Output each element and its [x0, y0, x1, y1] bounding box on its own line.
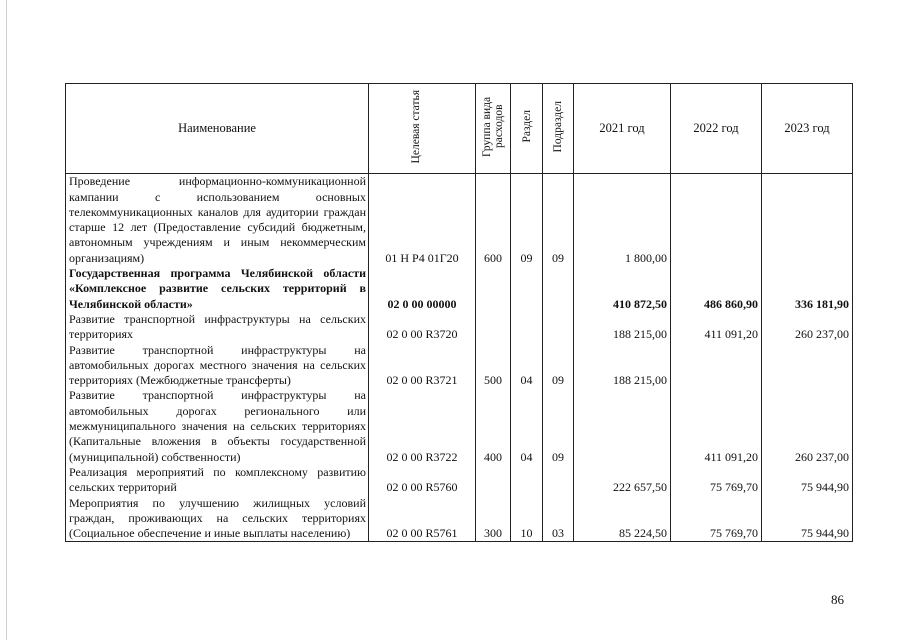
row-2021: 188 215,00 — [574, 312, 671, 343]
row-2022 — [671, 343, 762, 389]
row-2023: 75 944,90 — [762, 465, 853, 496]
row-target: 02 0 00 R3721 — [369, 343, 476, 389]
table-row — [66, 496, 853, 542]
row-2022: 411 091,20 — [671, 312, 762, 343]
header-row — [66, 84, 853, 174]
row-subsection: 09 — [543, 174, 574, 266]
row-2021: 85 224,50 — [574, 496, 671, 542]
table-row — [66, 388, 853, 464]
header-target: Целевая статья — [369, 84, 476, 174]
table-row — [66, 174, 853, 266]
row-section: 09 — [511, 174, 543, 266]
budget-table — [65, 83, 853, 542]
header-2023: 2023 год — [762, 84, 853, 174]
row-target: 02 0 00 R3722 — [369, 388, 476, 464]
row-2022 — [671, 174, 762, 266]
row-group: 600 — [476, 174, 511, 266]
row-subsection: 09 — [543, 343, 574, 389]
row-2022: 75 769,70 — [671, 465, 762, 496]
row-2021: 1 800,00 — [574, 174, 671, 266]
header-group: Группа вида расходов — [476, 84, 511, 174]
row-target: 02 0 00 R5760 — [369, 465, 476, 496]
row-2023 — [762, 174, 853, 266]
row-name: Государственная программа Челябинской области «Комплексное развитие сельских территорий в Челябинской области» — [66, 266, 369, 312]
row-section — [511, 312, 543, 343]
row-2023: 336 181,90 — [762, 266, 853, 312]
row-2023 — [762, 343, 853, 389]
row-section: 10 — [511, 496, 543, 542]
row-2022: 486 860,90 — [671, 266, 762, 312]
page-number: 86 — [831, 592, 844, 607]
row-section — [511, 465, 543, 496]
row-section: 04 — [511, 388, 543, 464]
row-2021 — [574, 388, 671, 464]
row-subsection — [543, 266, 574, 312]
row-group: 300 — [476, 496, 511, 542]
row-section — [511, 266, 543, 312]
row-name: Мероприятия по улучшению жилищных условий граждан, проживающих на сельских территориях (Социальное обеспечение и иные выплаты населению) — [66, 496, 369, 542]
row-group — [476, 312, 511, 343]
table-row — [66, 266, 853, 312]
row-subsection — [543, 312, 574, 343]
row-2023: 75 944,90 — [762, 496, 853, 542]
row-group — [476, 266, 511, 312]
row-name: Развитие транспортной инфраструктуры на автомобильных дорогах регионального или межмуниципального значения на сельских территориях (Капитальные вложения в объекты государственной (муниципальной) собственности) — [66, 388, 369, 464]
row-subsection: 03 — [543, 496, 574, 542]
row-2022: 411 091,20 — [671, 388, 762, 464]
row-2021: 410 872,50 — [574, 266, 671, 312]
row-subsection: 09 — [543, 388, 574, 464]
table-row — [66, 465, 853, 496]
header-2021: 2021 год — [574, 84, 671, 174]
row-group — [476, 465, 511, 496]
header-subsection: Подраздел — [543, 84, 574, 174]
row-group: 500 — [476, 343, 511, 389]
row-2021: 222 657,50 — [574, 465, 671, 496]
row-target: 02 0 00 R5761 — [369, 496, 476, 542]
row-target: 01 Н Р4 01Г20 — [369, 174, 476, 266]
row-group: 400 — [476, 388, 511, 464]
row-2023: 260 237,00 — [762, 312, 853, 343]
row-name: Реализация мероприятий по комплексному развитию сельских территорий — [66, 465, 369, 496]
page-edge-line — [6, 0, 7, 640]
row-2022: 75 769,70 — [671, 496, 762, 542]
table-row — [66, 312, 853, 343]
row-subsection — [543, 465, 574, 496]
row-2021: 188 215,00 — [574, 343, 671, 389]
row-section: 04 — [511, 343, 543, 389]
row-name: Проведение информационно-коммуникационной кампании с использованием основных телекоммуникационных каналов для аудитории граждан старше 12 лет (Предоставление субсидий бюджетным, автономным учреждениям и иным некоммерческим организациям) — [66, 174, 369, 266]
row-name: Развитие транспортной инфраструктуры на автомобильных дорогах местного значения на сельских территориях (Межбюджетные трансферты) — [66, 343, 369, 389]
header-section: Раздел — [511, 84, 543, 174]
row-2023: 260 237,00 — [762, 388, 853, 464]
header-2022: 2022 год — [671, 84, 762, 174]
row-target: 02 0 00 R3720 — [369, 312, 476, 343]
header-name: Наименование — [66, 84, 369, 174]
row-name: Развитие транспортной инфраструктуры на сельских территориях — [66, 312, 369, 343]
table-row — [66, 343, 853, 389]
row-target: 02 0 00 00000 — [369, 266, 476, 312]
